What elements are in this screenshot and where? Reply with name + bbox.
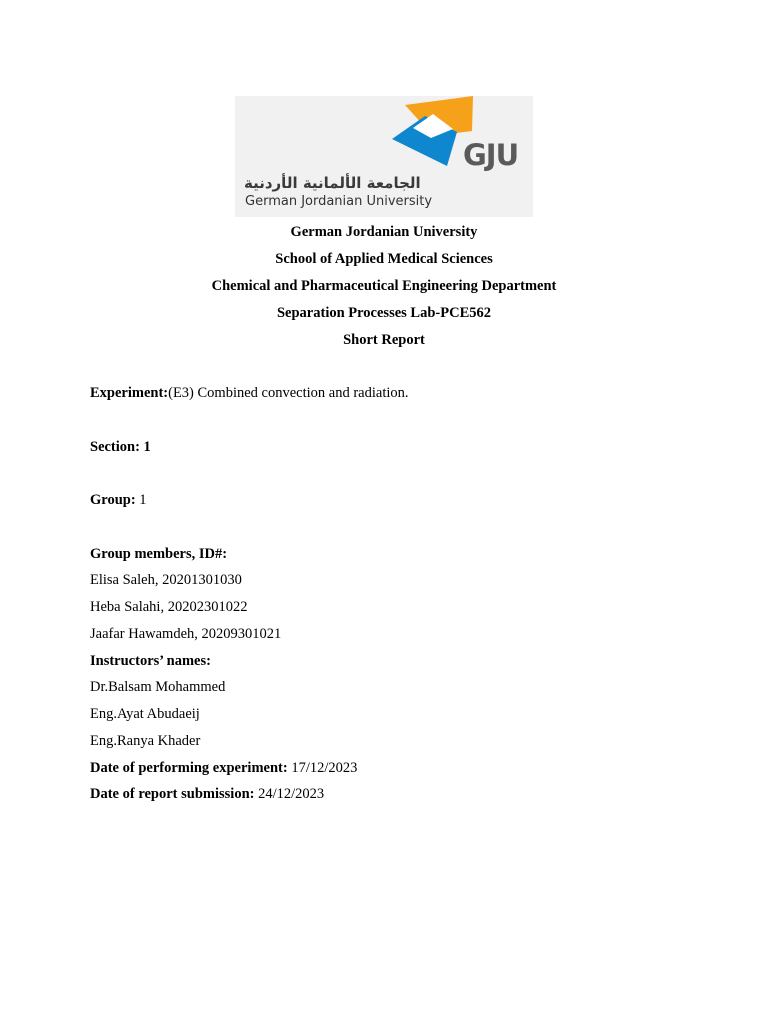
submission-date-value: 24/12/2023 <box>254 786 325 802</box>
group-line <box>90 491 147 509</box>
logo-arabic-name: الجامعة الألمانية الأردنية <box>244 174 421 192</box>
submission-date-label: Date of report submission: <box>90 786 255 802</box>
department-name: Chemical and Pharmaceutical Engineering Department <box>211 278 557 294</box>
group-member: Heba Salahi, 20202301022 <box>90 599 248 615</box>
performed-date-value: 17/12/2023 <box>287 760 358 776</box>
experiment-line <box>90 384 409 402</box>
report-type: Short Report <box>343 332 425 348</box>
experiment-label: Experiment: <box>90 385 169 401</box>
instructor-name: Eng.Ayat Abudaeij <box>90 706 200 722</box>
instructors-label: Instructors’ names: <box>90 653 211 669</box>
logo-acronym: GJU <box>463 138 519 172</box>
instructor-name: Dr.Balsam Mohammed <box>90 679 226 695</box>
school-name: School of Applied Medical Sciences <box>275 251 493 267</box>
group-members-label: Group members, ID#: <box>90 546 228 562</box>
submission-date-line <box>90 785 324 803</box>
course-name: Separation Processes Lab-PCE562 <box>276 305 491 321</box>
group-member: Elisa Saleh, 20201301030 <box>90 572 242 588</box>
instructor-name: Eng.Ranya Khader <box>90 733 201 749</box>
experiment-value: (E3) Combined convection and radiation. <box>168 385 409 401</box>
logo-english-name: German Jordanian University <box>245 194 433 209</box>
university-logo <box>235 96 533 217</box>
performed-date-line <box>90 759 357 777</box>
group-value: 1 <box>135 492 147 508</box>
university-name: German Jordanian University <box>290 224 478 240</box>
group-member: Jaafar Hawamdeh, 20209301021 <box>90 626 282 642</box>
section-line: Section: 1 <box>90 439 151 455</box>
group-label: Group: <box>90 492 136 508</box>
performed-date-label: Date of performing experiment: <box>90 760 288 776</box>
